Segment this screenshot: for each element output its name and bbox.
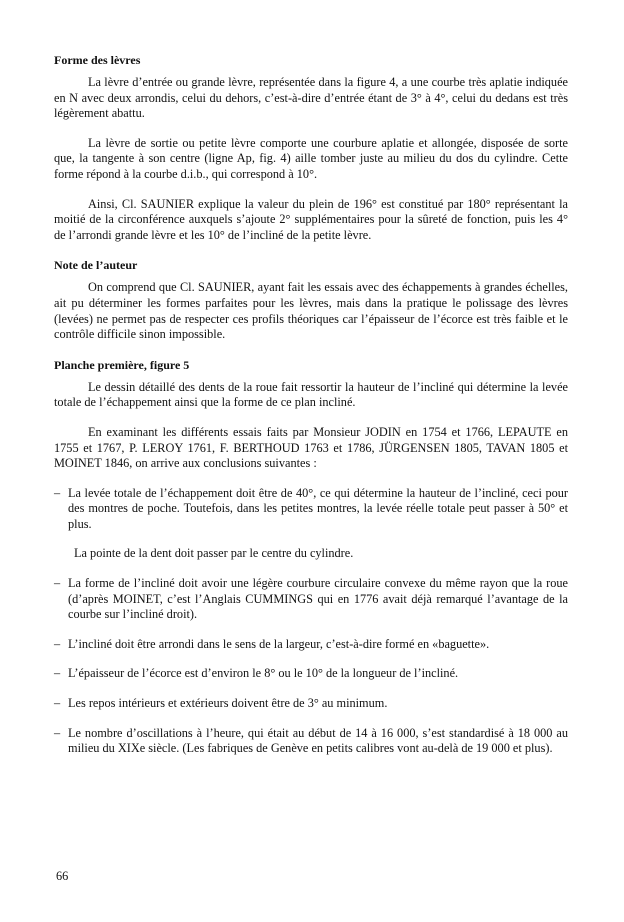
paragraph: Le dessin détaillé des dents de la roue fait ressortir la hauteur de l’incliné qui détermine la levée totale de l’échappement ainsi que la forme de ce plan incliné.: [54, 379, 568, 410]
paragraph: En examinant les différents essais faits par Monsieur JODIN en 1754 et 1766, LEPAUTE en 1755 et 1767, P. LEROY 1761, F. BERTHOUD 1763 et 1786, JÜRGENSEN 1805, TAVAN 1805 et MOINET 1846, on arrive aux conclusions suivantes :: [54, 424, 568, 471]
page-number: 66: [56, 869, 69, 883]
page-body: [54, 52, 568, 757]
dash-marker: –: [54, 696, 61, 711]
dash-marker: –: [54, 725, 61, 740]
dash-marker: –: [54, 485, 61, 500]
paragraph: La pointe de la dent doit passer par le centre du cylindre.: [74, 546, 354, 561]
section-heading-note: Note de l’auteur: [54, 258, 138, 273]
list-item: [54, 696, 568, 712]
section-heading-planche: Planche première, figure 5: [54, 357, 190, 372]
list-item: [54, 486, 568, 533]
list-item-text: Les repos intérieurs et extérieurs doivent être de 3° au minimum.: [68, 696, 388, 711]
paragraph: Ainsi, Cl. SAUNIER explique la valeur du plein de 196° est constitué par 180° représentant la moitié de la circonférence auxquels s’ajoute 2° supplémentaires pour la sûreté de fonction, puis les 4° de l’arrondi grande lèvre et les 10° de l’incliné de la petite lèvre.: [54, 196, 568, 242]
list-item: [54, 576, 568, 623]
list-item: [54, 666, 568, 682]
list-item: [54, 637, 568, 653]
dash-marker: –: [54, 636, 61, 651]
list-item-text: La forme de l’incliné doit avoir une légère courbure circulaire convexe du même rayon que la roue (d’après MOINET, c’est l’Anglais CUMMINGS qui en 1776 avait déjà remarqué l’avantage de la courbe sur l’incliné droit).: [68, 576, 568, 622]
list-item-text: La levée totale de l’échappement doit être de 40°, ce qui détermine la hauteur de l’incliné, ceci pour des montres de poche. Toutefois, dans les petites montres, la levée réelle totale peut passer à 50° et plus.: [68, 485, 568, 531]
section-heading-forme: Forme des lèvres: [54, 53, 141, 67]
list-item-text: L’épaisseur de l’écorce est d’environ le 8° ou le 10° de la longueur de l’incliné.: [68, 666, 459, 681]
list-item: [54, 726, 568, 757]
paragraph: La lèvre de sortie ou petite lèvre comporte une courbure aplatie et allongée, disposée de sorte que, la tangente à son centre (ligne Ap, fig. 4) aille tomber juste au milieu du dos du cylindre. Cette forme répond à la courbe d.i.b., qui correspond à 10°.: [54, 135, 568, 181]
list-item-text: L’incliné doit être arrondi dans le sens de la largeur, c’est-à-dire formé en «baguette».: [68, 636, 490, 651]
paragraph: On comprend que Cl. SAUNIER, ayant fait les essais avec des échappements à grandes échelles, ait pu déterminer les formes parfaites pour les lèvres, mais dans la pratique le polissage des lèvres (levées) ne permet pas de respecter ces profils théoriques car l’épaisseur de l’écorce est très faible et le contrôle difficile sinon impossible.: [54, 280, 568, 342]
dash-marker: –: [54, 576, 61, 591]
paragraph: La lèvre d’entrée ou grande lèvre, représentée dans la figure 4, a une courbe très aplatie indiquée en N avec deux arrondis, celui du dehors, c’est-à-dire d’entrée étant de 3° à 4°, celui du dedans est très légèrement abattu.: [54, 75, 568, 121]
dash-marker: –: [54, 666, 61, 681]
list-item-text: Le nombre d’oscillations à l’heure, qui était au début de 14 à 16 000, s’est standardisé à 18 000 au milieu du XIXe siècle. (Les fabriques de Genève en petits calibres vont au-delà de 19 000 et plus).: [68, 725, 568, 756]
